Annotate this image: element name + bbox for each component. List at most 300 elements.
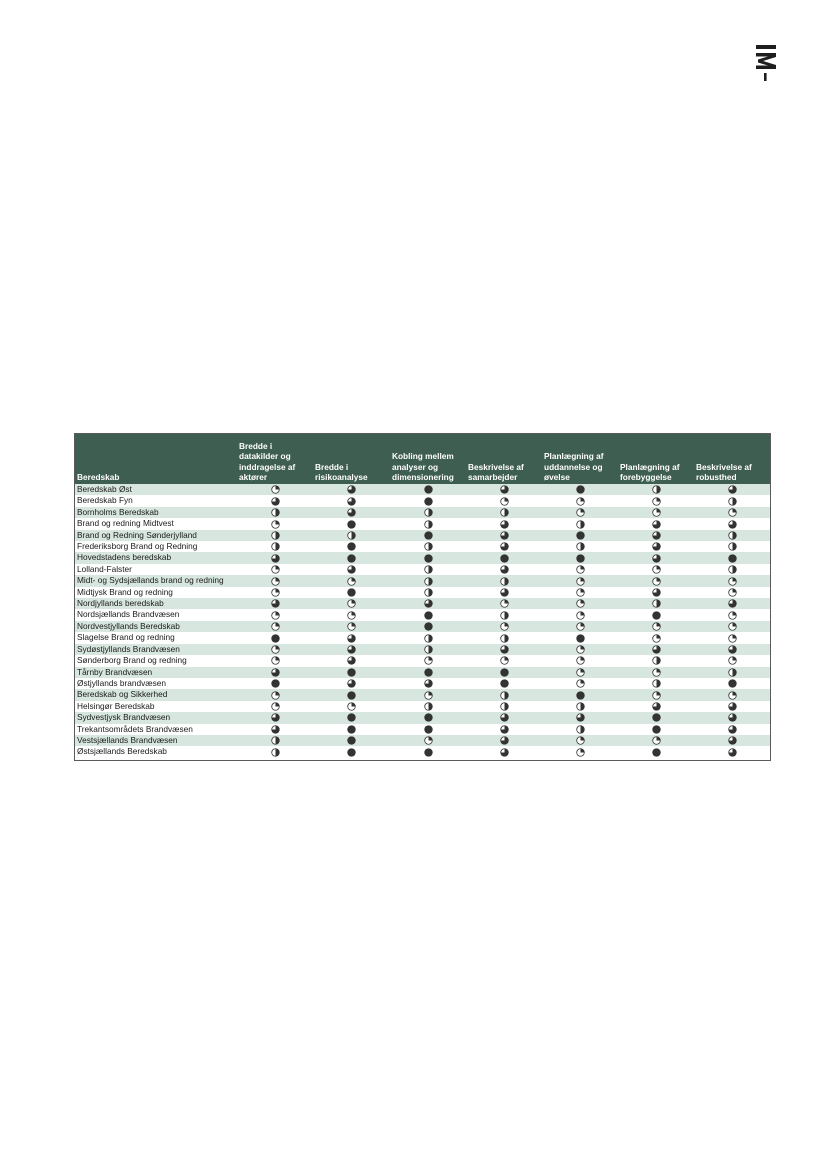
harvey-ball-icon bbox=[728, 542, 737, 551]
rating-cell bbox=[313, 575, 390, 586]
rating-cell bbox=[237, 541, 313, 552]
rating-cell bbox=[466, 701, 542, 712]
rating-cell bbox=[694, 575, 770, 586]
rating-cell bbox=[694, 667, 770, 678]
harvey-ball-icon bbox=[500, 725, 509, 734]
harvey-ball-icon bbox=[347, 599, 356, 608]
beredskab-name: Hovedstadens beredskab bbox=[75, 552, 237, 563]
rating-cell bbox=[237, 495, 313, 506]
rating-cell bbox=[466, 518, 542, 529]
table-row bbox=[75, 712, 770, 723]
rating-cell bbox=[466, 632, 542, 643]
rating-cell bbox=[542, 689, 618, 700]
harvey-ball-icon bbox=[424, 554, 433, 563]
rating-cell bbox=[313, 518, 390, 529]
harvey-ball-icon bbox=[271, 497, 280, 506]
rating-cell bbox=[618, 712, 694, 723]
harvey-ball-icon bbox=[576, 577, 585, 586]
rating-cell bbox=[542, 724, 618, 735]
rating-cell bbox=[313, 701, 390, 712]
rating-cell bbox=[618, 575, 694, 586]
harvey-ball-icon bbox=[500, 485, 509, 494]
beredskab-name: Nordvestjyllands Beredskab bbox=[75, 621, 237, 632]
rating-cell bbox=[313, 644, 390, 655]
table-row bbox=[75, 678, 770, 689]
rating-cell bbox=[237, 609, 313, 620]
harvey-ball-icon bbox=[424, 508, 433, 517]
rating-cell bbox=[466, 735, 542, 746]
harvey-ball-icon bbox=[500, 702, 509, 711]
rating-cell bbox=[313, 484, 390, 495]
harvey-ball-icon bbox=[424, 588, 433, 597]
harvey-ball-icon bbox=[271, 725, 280, 734]
rating-cell bbox=[390, 495, 466, 506]
harvey-ball-icon bbox=[576, 508, 585, 517]
harvey-ball-icon bbox=[424, 702, 433, 711]
harvey-ball-icon bbox=[347, 565, 356, 574]
rating-cell bbox=[237, 701, 313, 712]
rating-cell bbox=[237, 530, 313, 541]
harvey-ball-icon bbox=[576, 691, 585, 700]
harvey-ball-icon bbox=[652, 702, 661, 711]
harvey-ball-icon bbox=[271, 748, 280, 757]
rating-cell bbox=[694, 507, 770, 518]
harvey-ball-icon bbox=[271, 520, 280, 529]
rating-cell bbox=[466, 564, 542, 575]
rating-cell bbox=[390, 484, 466, 495]
rating-cell bbox=[390, 541, 466, 552]
rating-cell bbox=[313, 724, 390, 735]
harvey-ball-icon bbox=[652, 645, 661, 654]
beredskab-name: Beredskab Øst bbox=[75, 484, 237, 495]
rating-cell bbox=[542, 598, 618, 609]
harvey-ball-icon bbox=[424, 565, 433, 574]
rating-cell bbox=[313, 552, 390, 563]
harvey-ball-icon bbox=[271, 736, 280, 745]
rating-cell bbox=[694, 530, 770, 541]
table-row bbox=[75, 655, 770, 666]
beredskab-name: Tårnby Brandvæsen bbox=[75, 667, 237, 678]
rating-cell bbox=[313, 541, 390, 552]
rating-cell bbox=[618, 495, 694, 506]
table-row bbox=[75, 552, 770, 563]
harvey-ball-icon bbox=[576, 748, 585, 757]
rating-cell bbox=[237, 518, 313, 529]
harvey-ball-icon bbox=[347, 691, 356, 700]
harvey-ball-icon bbox=[576, 520, 585, 529]
rating-cell bbox=[390, 667, 466, 678]
rating-cell bbox=[618, 621, 694, 632]
harvey-ball-icon bbox=[347, 748, 356, 757]
harvey-ball-icon bbox=[652, 668, 661, 677]
harvey-ball-icon bbox=[728, 577, 737, 586]
rating-cell bbox=[542, 575, 618, 586]
rating-cell bbox=[542, 735, 618, 746]
harvey-ball-icon bbox=[576, 485, 585, 494]
harvey-ball-icon bbox=[728, 588, 737, 597]
harvey-ball-icon bbox=[652, 485, 661, 494]
harvey-ball-icon bbox=[500, 668, 509, 677]
harvey-ball-icon bbox=[652, 725, 661, 734]
harvey-ball-icon bbox=[652, 520, 661, 529]
harvey-ball-icon bbox=[500, 565, 509, 574]
harvey-ball-icon bbox=[424, 736, 433, 745]
harvey-ball-icon bbox=[500, 622, 509, 631]
table-row bbox=[75, 735, 770, 746]
rating-cell bbox=[618, 667, 694, 678]
rating-cell bbox=[390, 552, 466, 563]
rating-cell bbox=[390, 587, 466, 598]
rating-cell bbox=[390, 701, 466, 712]
rating-cell bbox=[313, 667, 390, 678]
harvey-ball-icon bbox=[728, 599, 737, 608]
rating-cell bbox=[542, 552, 618, 563]
harvey-ball-icon bbox=[728, 702, 737, 711]
harvey-ball-icon bbox=[347, 668, 356, 677]
rating-cell bbox=[618, 484, 694, 495]
rating-cell bbox=[313, 530, 390, 541]
rating-cell bbox=[618, 530, 694, 541]
rating-cell bbox=[694, 518, 770, 529]
table-row bbox=[75, 746, 770, 757]
harvey-ball-icon bbox=[500, 645, 509, 654]
rating-cell bbox=[313, 632, 390, 643]
rating-cell bbox=[694, 564, 770, 575]
rating-cell bbox=[542, 701, 618, 712]
harvey-ball-icon bbox=[347, 713, 356, 722]
harvey-ball-icon bbox=[652, 691, 661, 700]
harvey-ball-icon bbox=[347, 634, 356, 643]
harvey-ball-icon bbox=[652, 531, 661, 540]
rating-cell bbox=[542, 712, 618, 723]
table-row bbox=[75, 598, 770, 609]
rating-cell bbox=[466, 587, 542, 598]
table-row bbox=[75, 667, 770, 678]
rating-cell bbox=[618, 632, 694, 643]
rating-cell bbox=[390, 724, 466, 735]
harvey-ball-icon bbox=[424, 748, 433, 757]
rating-cell bbox=[618, 552, 694, 563]
rating-cell bbox=[313, 746, 390, 757]
rating-cell bbox=[466, 644, 542, 655]
rating-cell bbox=[237, 644, 313, 655]
harvey-ball-icon bbox=[424, 691, 433, 700]
harvey-ball-icon bbox=[271, 577, 280, 586]
rating-cell bbox=[466, 575, 542, 586]
harvey-ball-icon bbox=[424, 599, 433, 608]
rating-cell bbox=[466, 530, 542, 541]
rating-cell bbox=[542, 667, 618, 678]
harvey-ball-icon bbox=[576, 702, 585, 711]
harvey-ball-icon bbox=[500, 748, 509, 757]
harvey-ball-icon bbox=[424, 622, 433, 631]
table-row bbox=[75, 701, 770, 712]
harvey-ball-icon bbox=[652, 565, 661, 574]
harvey-ball-icon bbox=[728, 679, 737, 688]
beredskab-name: Midt- og Sydsjællands brand og redning bbox=[75, 575, 237, 586]
rating-cell bbox=[237, 712, 313, 723]
harvey-ball-icon bbox=[500, 497, 509, 506]
rating-cell bbox=[542, 507, 618, 518]
beredskab-name: Vestsjællands Brandvæsen bbox=[75, 735, 237, 746]
harvey-ball-icon bbox=[347, 656, 356, 665]
col-header-kobling: Kobling mellem analyser og dimensionering bbox=[390, 434, 466, 484]
harvey-ball-icon bbox=[728, 748, 737, 757]
rating-cell bbox=[390, 609, 466, 620]
harvey-ball-icon bbox=[424, 577, 433, 586]
harvey-ball-icon bbox=[576, 713, 585, 722]
table-row bbox=[75, 484, 770, 495]
harvey-ball-icon bbox=[576, 645, 585, 654]
beredskab-name: Frederiksborg Brand og Redning bbox=[75, 541, 237, 552]
rating-cell bbox=[466, 495, 542, 506]
beredskab-name: Sydvestjysk Brandvæsen bbox=[75, 712, 237, 723]
harvey-ball-icon bbox=[271, 713, 280, 722]
harvey-ball-icon bbox=[576, 554, 585, 563]
harvey-ball-icon bbox=[728, 622, 737, 631]
harvey-ball-icon bbox=[424, 542, 433, 551]
beredskab-name: Trekantsområdets Brandvæsen bbox=[75, 724, 237, 735]
harvey-ball-icon bbox=[347, 588, 356, 597]
col-header-forebyggelse: Planlægning af forebyggelse bbox=[618, 434, 694, 484]
harvey-ball-icon bbox=[424, 679, 433, 688]
beredskab-name: Brand og Redning Sønderjylland bbox=[75, 530, 237, 541]
beredskab-name: Brand og redning Midtvest bbox=[75, 518, 237, 529]
harvey-ball-icon bbox=[347, 679, 356, 688]
harvey-ball-icon bbox=[728, 520, 737, 529]
harvey-ball-icon bbox=[728, 668, 737, 677]
rating-cell bbox=[694, 644, 770, 655]
harvey-ball-icon bbox=[500, 713, 509, 722]
harvey-ball-icon bbox=[652, 736, 661, 745]
harvey-ball-icon bbox=[347, 508, 356, 517]
harvey-ball-icon bbox=[271, 485, 280, 494]
harvey-ball-icon bbox=[271, 668, 280, 677]
rating-cell bbox=[542, 621, 618, 632]
rating-cell bbox=[313, 507, 390, 518]
rating-cell bbox=[237, 507, 313, 518]
harvey-ball-icon bbox=[652, 599, 661, 608]
rating-cell bbox=[694, 701, 770, 712]
rating-cell bbox=[694, 678, 770, 689]
harvey-ball-icon bbox=[500, 588, 509, 597]
harvey-ball-icon bbox=[652, 611, 661, 620]
harvey-ball-icon bbox=[728, 485, 737, 494]
harvey-ball-icon bbox=[728, 497, 737, 506]
rating-cell bbox=[694, 689, 770, 700]
rating-cell bbox=[542, 518, 618, 529]
rating-cell bbox=[618, 678, 694, 689]
harvey-ball-icon bbox=[576, 497, 585, 506]
rating-cell bbox=[618, 587, 694, 598]
harvey-ball-icon bbox=[500, 656, 509, 665]
table-row bbox=[75, 541, 770, 552]
rating-cell bbox=[466, 689, 542, 700]
table-header-row bbox=[75, 434, 770, 484]
rating-cell bbox=[237, 587, 313, 598]
rating-cell bbox=[237, 552, 313, 563]
harvey-ball-icon bbox=[576, 668, 585, 677]
beredskab-name: Lolland-Falster bbox=[75, 564, 237, 575]
rating-cell bbox=[618, 564, 694, 575]
rating-cell bbox=[542, 564, 618, 575]
rating-cell bbox=[390, 507, 466, 518]
harvey-ball-icon bbox=[424, 645, 433, 654]
rating-cell bbox=[542, 484, 618, 495]
harvey-ball-icon bbox=[500, 508, 509, 517]
rating-cell bbox=[466, 484, 542, 495]
harvey-ball-icon bbox=[271, 691, 280, 700]
table-row bbox=[75, 644, 770, 655]
harvey-ball-icon bbox=[347, 622, 356, 631]
harvey-ball-icon bbox=[728, 713, 737, 722]
beredskab-name: Østsjællands Beredskab bbox=[75, 746, 237, 757]
harvey-ball-icon bbox=[500, 611, 509, 620]
rating-cell bbox=[390, 644, 466, 655]
harvey-ball-icon bbox=[424, 611, 433, 620]
harvey-ball-icon bbox=[271, 702, 280, 711]
rating-cell bbox=[313, 655, 390, 666]
rating-cell bbox=[694, 712, 770, 723]
harvey-ball-icon bbox=[576, 611, 585, 620]
rating-cell bbox=[694, 552, 770, 563]
rating-cell bbox=[390, 712, 466, 723]
harvey-ball-icon bbox=[652, 748, 661, 757]
harvey-ball-icon bbox=[728, 565, 737, 574]
harvey-ball-icon bbox=[271, 554, 280, 563]
rating-cell bbox=[237, 655, 313, 666]
rating-cell bbox=[618, 701, 694, 712]
harvey-ball-icon bbox=[347, 542, 356, 551]
rating-cell bbox=[313, 598, 390, 609]
harvey-ball-icon bbox=[424, 725, 433, 734]
rating-cell bbox=[694, 598, 770, 609]
harvey-ball-icon bbox=[271, 599, 280, 608]
table-row bbox=[75, 689, 770, 700]
harvey-ball-icon bbox=[271, 611, 280, 620]
rating-cell bbox=[237, 667, 313, 678]
rating-cell bbox=[313, 712, 390, 723]
harvey-ball-icon bbox=[652, 508, 661, 517]
rating-cell bbox=[313, 689, 390, 700]
rating-table bbox=[74, 433, 771, 761]
rating-cell bbox=[542, 495, 618, 506]
rating-cell bbox=[466, 609, 542, 620]
harvey-ball-icon bbox=[347, 485, 356, 494]
rating-cell bbox=[466, 712, 542, 723]
rating-cell bbox=[390, 621, 466, 632]
col-header-robusthed: Beskrivelse af robusthed bbox=[694, 434, 770, 484]
beredskab-name: Sydøstjyllands Brandvæsen bbox=[75, 644, 237, 655]
harvey-ball-icon bbox=[576, 736, 585, 745]
harvey-ball-icon bbox=[728, 634, 737, 643]
rating-cell bbox=[237, 621, 313, 632]
harvey-ball-icon bbox=[652, 679, 661, 688]
harvey-ball-icon bbox=[347, 736, 356, 745]
rating-cell bbox=[618, 507, 694, 518]
harvey-ball-icon bbox=[424, 713, 433, 722]
rating-cell bbox=[618, 735, 694, 746]
rating-cell bbox=[313, 678, 390, 689]
rating-cell bbox=[237, 735, 313, 746]
table-row bbox=[75, 507, 770, 518]
table-row bbox=[75, 587, 770, 598]
rating-cell bbox=[466, 552, 542, 563]
rating-cell bbox=[694, 484, 770, 495]
harvey-ball-icon bbox=[347, 497, 356, 506]
rating-cell bbox=[694, 587, 770, 598]
rating-cell bbox=[466, 746, 542, 757]
harvey-ball-icon bbox=[652, 577, 661, 586]
harvey-ball-icon bbox=[500, 736, 509, 745]
beredskab-name: Helsingør Beredskab bbox=[75, 701, 237, 712]
rating-cell bbox=[466, 507, 542, 518]
harvey-ball-icon bbox=[347, 645, 356, 654]
harvey-ball-icon bbox=[424, 531, 433, 540]
harvey-ball-icon bbox=[576, 531, 585, 540]
rating-cell bbox=[237, 746, 313, 757]
harvey-ball-icon bbox=[347, 611, 356, 620]
harvey-ball-icon bbox=[424, 485, 433, 494]
harvey-ball-icon bbox=[271, 634, 280, 643]
rating-cell bbox=[390, 746, 466, 757]
col-header-samarbejder: Beskrivelse af samarbejder bbox=[466, 434, 542, 484]
harvey-ball-icon bbox=[271, 622, 280, 631]
rating-cell bbox=[694, 541, 770, 552]
harvey-ball-icon bbox=[652, 622, 661, 631]
harvey-ball-icon bbox=[271, 656, 280, 665]
col-header-beredskab: Beredskab bbox=[75, 434, 237, 484]
harvey-ball-icon bbox=[500, 531, 509, 540]
beredskab-name: Midtjysk Brand og redning bbox=[75, 587, 237, 598]
rating-cell bbox=[390, 518, 466, 529]
rating-cell bbox=[694, 735, 770, 746]
rating-cell bbox=[237, 575, 313, 586]
harvey-ball-icon bbox=[728, 736, 737, 745]
harvey-ball-icon bbox=[652, 656, 661, 665]
rating-cell bbox=[313, 564, 390, 575]
rating-cell bbox=[694, 632, 770, 643]
rating-cell bbox=[618, 655, 694, 666]
harvey-ball-icon bbox=[424, 497, 433, 506]
table-row bbox=[75, 495, 770, 506]
rating-cell bbox=[390, 655, 466, 666]
rating-cell bbox=[694, 609, 770, 620]
col-header-datakilder: Bredde i datakilder og inddragelse af aktører bbox=[237, 434, 313, 484]
harvey-ball-icon bbox=[576, 656, 585, 665]
harvey-ball-icon bbox=[500, 679, 509, 688]
beredskab-name: Nordsjællands Brandvæsen bbox=[75, 609, 237, 620]
harvey-ball-icon bbox=[728, 691, 737, 700]
col-header-uddannelse: Planlægning af uddannelse og øvelse bbox=[542, 434, 618, 484]
rating-cell bbox=[542, 541, 618, 552]
rating-cell bbox=[542, 644, 618, 655]
rating-cell bbox=[237, 484, 313, 495]
harvey-ball-icon bbox=[271, 588, 280, 597]
rating-cell bbox=[694, 724, 770, 735]
rating-cell bbox=[466, 598, 542, 609]
harvey-ball-icon bbox=[728, 645, 737, 654]
harvey-ball-icon bbox=[347, 725, 356, 734]
harvey-ball-icon bbox=[271, 679, 280, 688]
rating-cell bbox=[466, 667, 542, 678]
rating-cell bbox=[466, 541, 542, 552]
harvey-ball-icon bbox=[652, 713, 661, 722]
table-row bbox=[75, 609, 770, 620]
beredskab-name: Beredskab Fyn bbox=[75, 495, 237, 506]
harvey-ball-icon bbox=[728, 611, 737, 620]
rating-cell bbox=[618, 689, 694, 700]
